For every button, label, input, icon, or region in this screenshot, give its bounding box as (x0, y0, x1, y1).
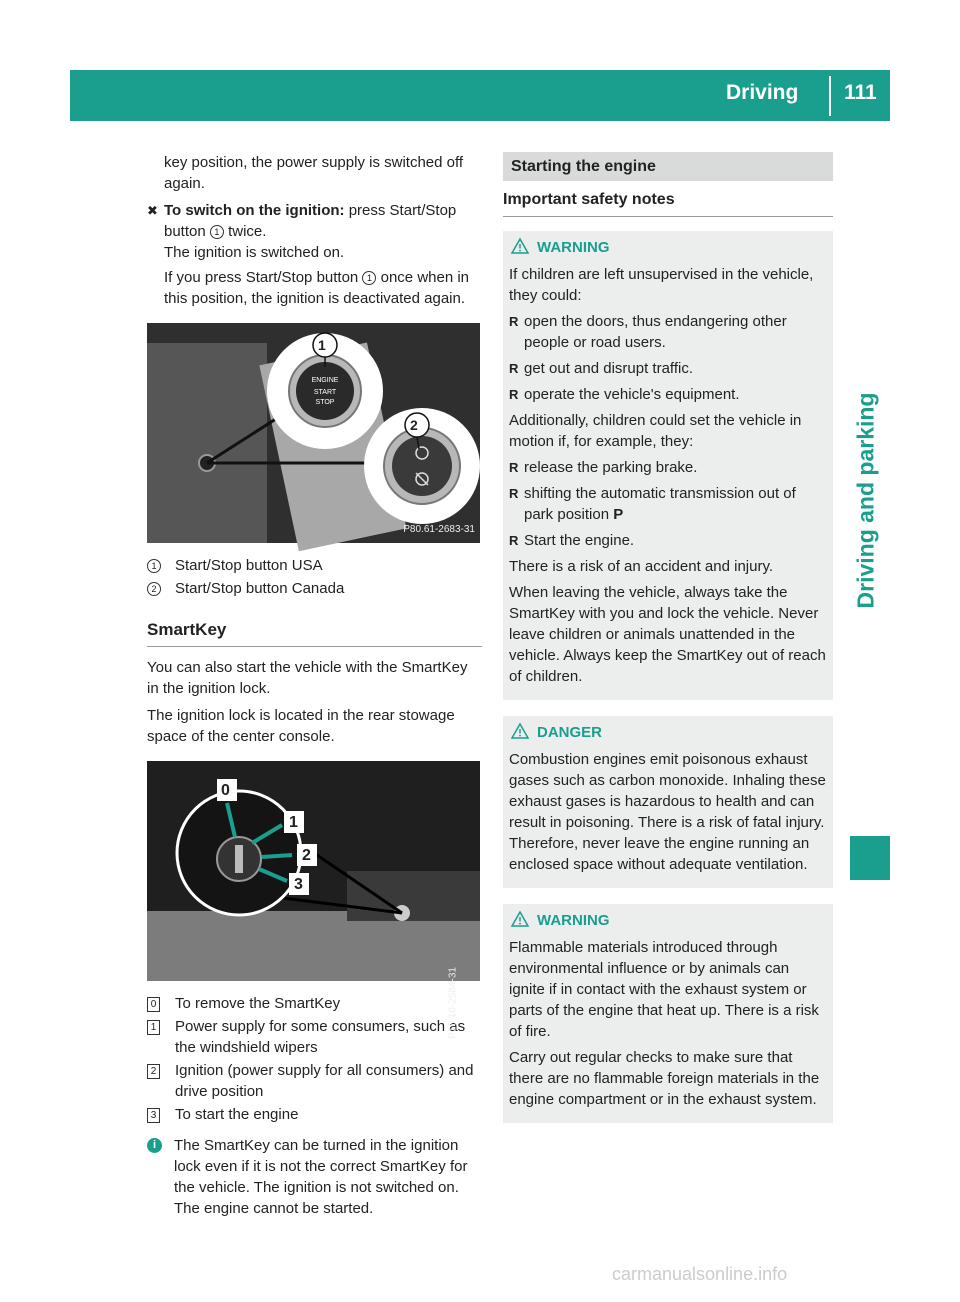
bullet-text: open the doors, thus endangering other people or road users. (524, 313, 787, 351)
danger-box (503, 716, 833, 888)
legend-text: Start/Stop button USA (175, 557, 323, 574)
legend-key: 0 (147, 997, 160, 1012)
circle-number-1b: 1 (362, 271, 376, 285)
warning-text: Flammable materials introduced through environmental influence or by animals can ignite if in contact with the exhaust system or parts of the engine that heat up. There is a risk of fire. (509, 939, 819, 1040)
bullet-item: R open the doors, thus endangering other people or road users. (509, 313, 787, 351)
warning-triangle-icon (511, 911, 529, 927)
instruction-step (147, 200, 482, 309)
footer-watermark: carmanualsonline.info (612, 1264, 788, 1284)
warning-title-text: WARNING (537, 239, 610, 256)
header-section-title: Driving (726, 81, 799, 104)
step-text-2: twice. (228, 223, 267, 240)
legend-text: To start the engine (175, 1106, 299, 1123)
park-position-label: P (613, 506, 624, 523)
warning-text: Carry out regular checks to make sure that there are no flammable foreign materials in the engine compartment or in the exhaust system. (509, 1049, 820, 1108)
sidebar-label (836, 300, 896, 700)
legend-text: Ignition (power supply for all consumers) and drive position (175, 1062, 474, 1100)
legend-text: Power supply for some consumers, such as the windshield wipers (175, 1018, 466, 1056)
legend-row (147, 578, 482, 599)
ignition-lock-illustration (147, 761, 480, 981)
step-bold: To switch on the ignition: (164, 202, 345, 219)
info-note (147, 1135, 482, 1219)
danger-text: Combustion engines emit poisonous exhaust gases such as carbon monoxide. Inhaling these exhaust gases is hazardous to health and can result in poisoning. There is a risk of fatal injury. Therefore, never leave the engine running an enclosed space without adequate ventilation. (509, 751, 826, 873)
bullet-text: shifting the automatic transmission out of park position (524, 485, 796, 523)
legend-text: To remove the SmartKey (175, 995, 341, 1012)
sidebar-label-text: Driving and parking (852, 392, 879, 608)
step-result: The ignition is switched on. (164, 244, 345, 261)
photo-callout-1: 1 (318, 337, 326, 353)
smartkey-paragraph-2: The ignition lock is located in the rear stowage space of the center console. (147, 707, 455, 745)
legend-row (147, 1060, 482, 1102)
smartkey-heading: SmartKey (147, 619, 482, 647)
bullet-item: R get out and disrupt traffic. (509, 360, 693, 377)
header-divider (829, 76, 831, 116)
right-column (503, 152, 833, 1139)
step-note: If you press Start/Stop button (164, 269, 359, 286)
legend-1 (147, 555, 482, 599)
warning-text: If children are left unsupervised in the vehicle, they could: (509, 266, 814, 304)
button-label-engine: ENGINE (311, 377, 339, 384)
warning-triangle-icon (511, 238, 529, 254)
step-note-2: once when in this position, the ignition is deactivated again. (164, 269, 470, 307)
bullet-text: Start the engine. (524, 532, 635, 549)
danger-title (509, 722, 827, 743)
bullet-text: release the parking brake. (524, 459, 698, 476)
circle-number-1: 1 (210, 225, 224, 239)
legend-key: 2 (147, 1064, 160, 1079)
legend-row (147, 555, 482, 576)
warning-text: When leaving the vehicle, always take the SmartKey with you and lock the vehicle. Never leave children or animals unattended in the vehicle. Always keep the SmartKey out of reach of children. (509, 584, 826, 685)
bullet-text: operate the vehicle's equipment. (524, 386, 740, 403)
photo-code-2: P15.10-2584-31 (448, 967, 459, 1039)
bullet-item: R operate the vehicle's equipment. (509, 386, 740, 403)
console-illustration (147, 323, 480, 543)
warning-text: There is a risk of an accident and injury. (509, 558, 774, 575)
button-label-stop: STOP (315, 399, 335, 406)
section-subheading: Important safety notes (503, 189, 833, 217)
photo-callout-2: 2 (410, 417, 418, 433)
legend-row (147, 1016, 482, 1058)
legend-key: 1 (147, 559, 161, 573)
legend-row (147, 993, 482, 1014)
warning-box-flammable (503, 904, 833, 1123)
legend-row (147, 1104, 482, 1125)
step-arrow-icon: ✖ (147, 203, 158, 218)
lock-position-1: 1 (289, 814, 298, 831)
bullet-item: R release the parking brake. (509, 459, 698, 476)
lock-position-2: 2 (302, 847, 311, 864)
lock-position-0: 0 (221, 782, 230, 799)
bullet-item: R shifting the automatic transmission out of park position P (509, 485, 796, 523)
legend-2 (147, 993, 482, 1125)
intro-text: key position, the power supply is switched off again. (164, 154, 464, 192)
info-text: The SmartKey can be turned in the ignition lock even if it is not the correct SmartKey for the vehicle. The ignition is not switched on. The engine cannot be started. (174, 1137, 468, 1217)
warning-box-children (503, 231, 833, 700)
step-text: press Start/Stop button (164, 202, 457, 240)
legend-text: Start/Stop button Canada (175, 580, 345, 597)
bullet-item: R Start the engine. (509, 532, 635, 549)
section-heading: Starting the engine (503, 152, 833, 181)
legend-key: 3 (147, 1108, 160, 1123)
warning-title (509, 910, 827, 931)
sidebar-tab-marker (850, 836, 890, 880)
smartkey-paragraph-1: You can also start the vehicle with the SmartKey in the ignition lock. (147, 659, 468, 697)
danger-title-text: DANGER (537, 724, 603, 741)
info-icon: i (147, 1138, 162, 1153)
legend-key: 1 (147, 1020, 160, 1035)
page-number: 111 (844, 81, 877, 104)
warning-title-text: WARNING (537, 912, 610, 929)
legend-key: 2 (147, 582, 161, 596)
photo-code: P80.61-2683-31 (403, 524, 475, 535)
warning-title (509, 237, 827, 258)
left-column (147, 152, 482, 1219)
bullet-text: get out and disrupt traffic. (524, 360, 693, 377)
button-label-start: START (313, 389, 337, 396)
start-stop-photo (147, 323, 480, 543)
warning-text: Additionally, children could set the vehicle in motion if, for example, they: (509, 412, 802, 450)
warning-triangle-icon (511, 723, 529, 739)
lock-position-3: 3 (294, 876, 303, 893)
